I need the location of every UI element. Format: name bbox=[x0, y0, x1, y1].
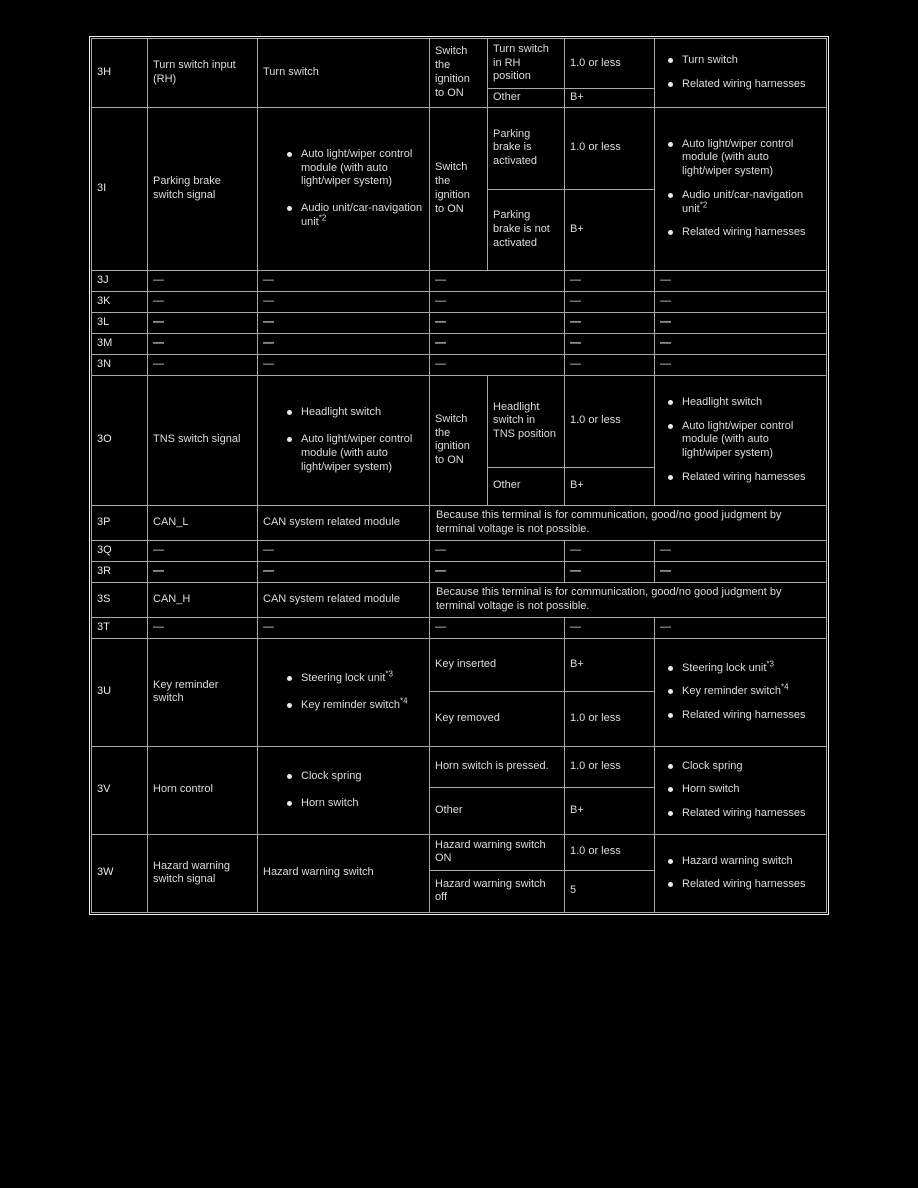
list-item bbox=[668, 682, 821, 699]
dash-cell: — bbox=[148, 333, 258, 354]
dash-cell: — bbox=[258, 617, 430, 638]
note-cell: Because this terminal is for communication, good/no good judgment by terminal voltage is not possible. bbox=[430, 582, 827, 617]
inspection-list bbox=[660, 760, 821, 821]
list-item bbox=[668, 783, 821, 797]
dash-cell: — bbox=[148, 617, 258, 638]
inspection-list bbox=[660, 138, 821, 241]
inspection-cell bbox=[655, 107, 827, 270]
bullet-text: Related wiring harnesses bbox=[682, 807, 806, 820]
bullet-text: Related wiring harnesses bbox=[682, 77, 806, 90]
bullet-icon bbox=[287, 774, 292, 779]
list-item bbox=[668, 760, 821, 774]
dash-cell: — bbox=[258, 333, 430, 354]
dash-cell: — bbox=[430, 291, 565, 312]
footnote-marker: *2 bbox=[318, 213, 327, 223]
list-item bbox=[668, 138, 821, 179]
voltage-cell: 1.0 or less bbox=[565, 691, 655, 746]
bullet-text: Related wiring harnesses bbox=[682, 878, 806, 891]
bullet-icon bbox=[668, 689, 673, 694]
inspection-cell bbox=[655, 746, 827, 834]
bullet-icon bbox=[668, 666, 673, 671]
bullet-icon bbox=[287, 437, 292, 442]
terminal-code-cell: 3T bbox=[92, 617, 148, 638]
bullet-icon bbox=[287, 801, 292, 806]
dash-cell: — bbox=[565, 617, 655, 638]
dash-cell: — bbox=[148, 291, 258, 312]
dash-cell: — bbox=[258, 561, 430, 582]
list-item bbox=[668, 54, 821, 68]
list-item bbox=[668, 226, 821, 240]
voltage-cell: 1.0 or less bbox=[565, 834, 655, 870]
connected-list bbox=[263, 669, 424, 713]
terminal-voltage-table-frame bbox=[89, 36, 829, 915]
table-row bbox=[92, 638, 827, 691]
bullet-text: Related wiring harnesses bbox=[682, 226, 806, 239]
connected-cell bbox=[258, 638, 430, 746]
footnote-marker: *3 bbox=[385, 669, 393, 679]
voltage-cell: B+ bbox=[565, 787, 655, 834]
table-row bbox=[92, 270, 827, 291]
list-item bbox=[668, 189, 821, 217]
connected-cell: CAN system related module bbox=[258, 582, 430, 617]
ignition-cell: Switch the ignition to ON bbox=[430, 39, 488, 108]
bullet-text bbox=[682, 658, 774, 676]
bullet-text bbox=[301, 669, 393, 686]
inspection-cell bbox=[655, 834, 827, 912]
list-item bbox=[287, 148, 424, 189]
terminal-code-cell: 3N bbox=[92, 354, 148, 375]
list-item bbox=[668, 658, 821, 676]
list-item bbox=[287, 770, 424, 784]
terminal-code-cell: 3I bbox=[92, 107, 148, 270]
bullet-icon bbox=[668, 713, 673, 718]
table-row bbox=[92, 354, 827, 375]
list-item bbox=[668, 709, 821, 723]
dash-cell: — bbox=[430, 270, 565, 291]
signal-cell: CAN_H bbox=[148, 582, 258, 617]
bullet-text bbox=[301, 696, 408, 713]
bullet-text: Headlight switch bbox=[301, 406, 382, 419]
dash-cell: — bbox=[148, 540, 258, 561]
inspection-cell bbox=[655, 638, 827, 746]
table-row bbox=[92, 834, 827, 870]
dash-cell: — bbox=[258, 291, 430, 312]
voltage-cell: B+ bbox=[565, 89, 655, 108]
bullet-icon bbox=[668, 142, 673, 147]
dash-cell: — bbox=[430, 333, 565, 354]
bullet-icon bbox=[668, 400, 673, 405]
terminal-code-cell: 3S bbox=[92, 582, 148, 617]
voltage-cell: 1.0 or less bbox=[565, 375, 655, 467]
dash-cell: — bbox=[565, 333, 655, 354]
dash-cell: — bbox=[655, 561, 827, 582]
terminal-code-cell: 3J bbox=[92, 270, 148, 291]
bullet-icon bbox=[668, 787, 673, 792]
dash-cell: — bbox=[655, 291, 827, 312]
condition-cell: Other bbox=[430, 787, 565, 834]
table-row bbox=[92, 312, 827, 333]
dash-cell: — bbox=[565, 291, 655, 312]
dash-cell: — bbox=[148, 561, 258, 582]
voltage-cell: B+ bbox=[565, 467, 655, 505]
voltage-cell: 1.0 or less bbox=[565, 746, 655, 787]
ignition-cell: Switch the ignition to ON bbox=[430, 375, 488, 505]
voltage-cell: 5 bbox=[565, 870, 655, 912]
bullet-icon bbox=[287, 410, 292, 415]
list-item bbox=[287, 696, 424, 713]
bullet-text-main: Steering lock unit bbox=[301, 672, 386, 684]
table-row bbox=[92, 107, 827, 189]
bullet-text-main: Key reminder switch bbox=[682, 685, 782, 698]
bullet-text: Auto light/wiper control module (with auto light/wiper system) bbox=[301, 433, 413, 473]
bullet-icon bbox=[668, 811, 673, 816]
dash-cell: — bbox=[655, 354, 827, 375]
bullet-text bbox=[682, 682, 789, 699]
terminal-voltage-table bbox=[91, 38, 827, 913]
list-item bbox=[668, 807, 821, 821]
signal-cell: TNS switch signal bbox=[148, 375, 258, 505]
condition-cell: Turn switch in RH position bbox=[488, 39, 565, 89]
dash-cell: — bbox=[655, 270, 827, 291]
dash-cell: — bbox=[258, 312, 430, 333]
dash-cell: — bbox=[148, 354, 258, 375]
bullet-text: Clock spring bbox=[682, 759, 743, 772]
bullet-icon bbox=[668, 82, 673, 87]
signal-cell: Turn switch input (RH) bbox=[148, 39, 258, 108]
dash-cell: — bbox=[258, 354, 430, 375]
connected-list bbox=[263, 148, 424, 230]
condition-cell: Parking brake is not activated bbox=[488, 189, 565, 270]
connected-list bbox=[263, 406, 424, 474]
dash-cell: — bbox=[430, 312, 565, 333]
table-row bbox=[92, 582, 827, 617]
signal-cell: Parking brake switch signal bbox=[148, 107, 258, 270]
dash-cell: — bbox=[430, 540, 565, 561]
dash-cell: — bbox=[430, 561, 565, 582]
terminal-code-cell: 3U bbox=[92, 638, 148, 746]
connected-list bbox=[263, 770, 424, 811]
connected-cell: Hazard warning switch bbox=[258, 834, 430, 912]
bullet-text: Clock spring bbox=[301, 770, 362, 782]
condition-cell: Key inserted bbox=[430, 638, 565, 691]
bullet-icon bbox=[668, 424, 673, 429]
inspection-list bbox=[660, 396, 821, 485]
table-row bbox=[92, 746, 827, 787]
bullet-text-main: Key reminder switch bbox=[301, 698, 401, 711]
inspection-cell bbox=[655, 375, 827, 505]
voltage-cell: B+ bbox=[565, 189, 655, 270]
table-row bbox=[92, 540, 827, 561]
inspection-list bbox=[660, 658, 821, 723]
table-row bbox=[92, 291, 827, 312]
inspection-cell bbox=[655, 39, 827, 108]
bullet-text bbox=[682, 189, 821, 217]
terminal-code-cell: 3K bbox=[92, 291, 148, 312]
dash-cell: — bbox=[565, 270, 655, 291]
bullet-icon bbox=[287, 206, 292, 211]
terminal-code-cell: 3M bbox=[92, 333, 148, 354]
bullet-text: Auto light/wiper control module (with auto light/wiper system) bbox=[682, 419, 794, 460]
list-item bbox=[287, 797, 424, 811]
dash-cell: — bbox=[430, 354, 565, 375]
bullet-text: Auto light/wiper control module (with auto light/wiper system) bbox=[682, 137, 794, 177]
list-item bbox=[287, 433, 424, 474]
connected-cell bbox=[258, 107, 430, 270]
terminal-code-cell: 3H bbox=[92, 39, 148, 108]
connected-cell: CAN system related module bbox=[258, 505, 430, 540]
bullet-icon bbox=[668, 859, 673, 864]
connected-cell: Turn switch bbox=[258, 39, 430, 108]
table-row bbox=[92, 561, 827, 582]
dash-cell: — bbox=[655, 312, 827, 333]
dash-cell: — bbox=[565, 354, 655, 375]
condition-cell: Other bbox=[488, 467, 565, 505]
bullet-icon bbox=[668, 193, 673, 198]
connected-cell bbox=[258, 375, 430, 505]
dash-cell: — bbox=[565, 312, 655, 333]
terminal-code-cell: 3L bbox=[92, 312, 148, 333]
list-item bbox=[287, 406, 424, 420]
dash-cell: — bbox=[655, 333, 827, 354]
table-row bbox=[92, 375, 827, 467]
inspection-list bbox=[660, 855, 821, 893]
signal-cell: CAN_L bbox=[148, 505, 258, 540]
bullet-text: Turn switch bbox=[682, 54, 738, 67]
bullet-icon bbox=[287, 703, 292, 708]
footnote-marker: *4 bbox=[781, 682, 789, 692]
bullet-text: Related wiring harnesses bbox=[682, 470, 806, 483]
list-item bbox=[668, 420, 821, 461]
bullet-icon bbox=[287, 152, 292, 157]
bullet-text: Horn switch bbox=[682, 783, 740, 796]
dash-cell: — bbox=[258, 270, 430, 291]
bullet-text: Horn switch bbox=[301, 796, 359, 809]
bullet-text-main: Steering lock unit bbox=[682, 661, 767, 674]
bullet-text: Hazard warning switch bbox=[682, 854, 793, 867]
terminal-code-cell: 3R bbox=[92, 561, 148, 582]
bullet-icon bbox=[668, 764, 673, 769]
table-row bbox=[92, 39, 827, 89]
bullet-text-main: Audio unit/car-navigation unit bbox=[682, 188, 804, 215]
footnote-marker: *2 bbox=[699, 199, 708, 209]
condition-cell: Horn switch is pressed. bbox=[430, 746, 565, 787]
list-item bbox=[668, 471, 821, 485]
list-item bbox=[668, 396, 821, 410]
terminal-code-cell: 3P bbox=[92, 505, 148, 540]
bullet-icon bbox=[668, 475, 673, 480]
footnote-marker: *4 bbox=[400, 696, 408, 706]
dash-cell: — bbox=[148, 312, 258, 333]
condition-cell: Hazard warning switch off bbox=[430, 870, 565, 912]
voltage-cell: 1.0 or less bbox=[565, 107, 655, 189]
signal-cell: Key reminder switch bbox=[148, 638, 258, 746]
list-item bbox=[287, 669, 424, 686]
list-item bbox=[287, 202, 424, 230]
ignition-cell: Switch the ignition to ON bbox=[430, 107, 488, 270]
signal-cell: Horn control bbox=[148, 746, 258, 834]
bullet-text: Related wiring harnesses bbox=[682, 709, 806, 722]
terminal-code-cell: 3W bbox=[92, 834, 148, 912]
dash-cell: — bbox=[565, 561, 655, 582]
note-cell: Because this terminal is for communication, good/no good judgment by terminal voltage is not possible. bbox=[430, 505, 827, 540]
dash-cell: — bbox=[258, 540, 430, 561]
condition-cell: Key removed bbox=[430, 691, 565, 746]
bullet-icon bbox=[668, 230, 673, 235]
terminal-code-cell: 3Q bbox=[92, 540, 148, 561]
table-row bbox=[92, 505, 827, 540]
bullet-text: Auto light/wiper control module (with auto light/wiper system) bbox=[301, 147, 413, 188]
dash-cell: — bbox=[565, 540, 655, 561]
dash-cell: — bbox=[148, 270, 258, 291]
dash-cell: — bbox=[430, 617, 565, 638]
table-row bbox=[92, 333, 827, 354]
bullet-icon bbox=[287, 676, 292, 681]
bullet-icon bbox=[668, 882, 673, 887]
dash-cell: — bbox=[655, 540, 827, 561]
condition-cell: Parking brake is activated bbox=[488, 107, 565, 189]
footnote-marker: *3 bbox=[766, 658, 774, 668]
bullet-text bbox=[301, 202, 424, 230]
bullet-icon bbox=[668, 58, 673, 63]
terminal-code-cell: 3O bbox=[92, 375, 148, 505]
list-item bbox=[668, 855, 821, 869]
voltage-cell: B+ bbox=[565, 638, 655, 691]
condition-cell: Hazard warning switch ON bbox=[430, 834, 565, 870]
bullet-text-main: Audio unit/car-navigation unit bbox=[301, 202, 423, 228]
inspection-list bbox=[660, 54, 821, 92]
signal-cell: Hazard warning switch signal bbox=[148, 834, 258, 912]
dash-cell: — bbox=[655, 617, 827, 638]
connected-cell bbox=[258, 746, 430, 834]
condition-cell: Headlight switch in TNS position bbox=[488, 375, 565, 467]
table-row bbox=[92, 617, 827, 638]
voltage-cell: 1.0 or less bbox=[565, 39, 655, 89]
list-item bbox=[668, 878, 821, 892]
list-item bbox=[668, 78, 821, 92]
terminal-code-cell: 3V bbox=[92, 746, 148, 834]
condition-cell: Other bbox=[488, 89, 565, 108]
bullet-text: Headlight switch bbox=[682, 395, 763, 408]
